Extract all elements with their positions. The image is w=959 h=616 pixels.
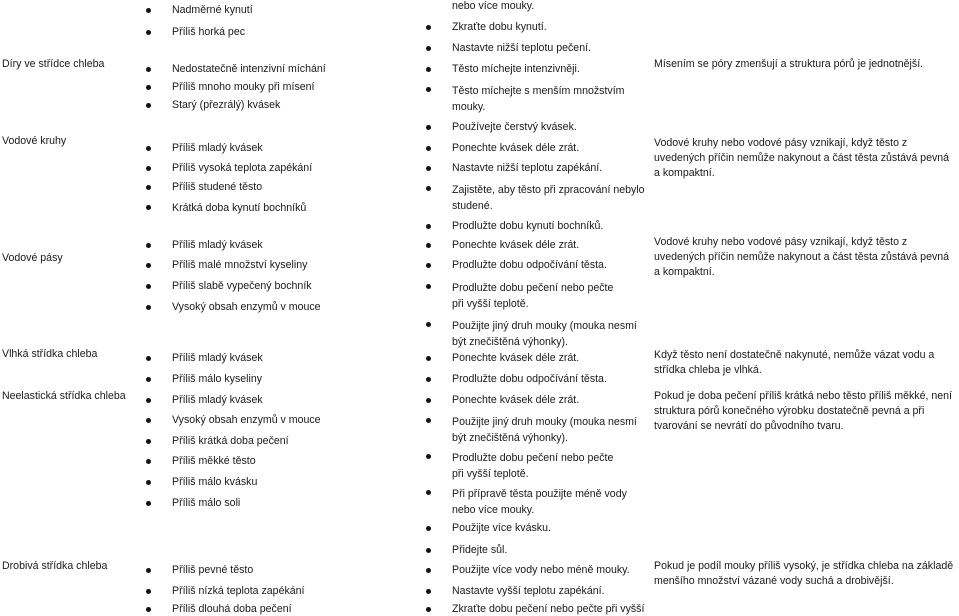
cause-item: Příliš vysoká teplota zapékání xyxy=(172,162,313,174)
bullet-icon xyxy=(146,67,151,72)
bullet-icon xyxy=(146,305,151,310)
row-label-water-bands: Vodové pásy xyxy=(2,252,63,264)
bullet-icon xyxy=(146,30,151,35)
remedy-item: Při přípravě těsta použijte méně vody nebo více mouky. xyxy=(452,488,627,516)
remedy-item: Prodlužte dobu pečení nebo pečte při vyšší teplotě. xyxy=(452,452,614,480)
remedy-item: Použijte více vody nebo méně mouky. xyxy=(452,564,630,576)
cause-item: Příliš málo soli xyxy=(172,497,241,509)
cause-item: Příliš mladý kvásek xyxy=(172,239,263,251)
bullet-icon xyxy=(426,243,431,248)
remedy-item: Zajistěte, aby těsto při zpracování nebylo studené. xyxy=(452,184,645,212)
bullet-icon xyxy=(426,526,431,531)
bullet-icon xyxy=(146,480,151,485)
bullet-icon xyxy=(146,607,151,612)
bullet-icon xyxy=(426,284,431,289)
cause-item: Příliš mladý kvásek xyxy=(172,352,263,364)
remedy-item: Prodlužte dobu odpočívání těsta. xyxy=(452,373,607,385)
bullet-icon xyxy=(146,146,151,151)
cause-item: Příliš dlouhá doba pečení xyxy=(172,603,292,615)
bullet-icon xyxy=(146,568,151,573)
remedy-item: Používejte čerstvý kvásek. xyxy=(452,121,577,133)
bullet-icon xyxy=(146,459,151,464)
cause-item: Příliš malé množství kyseliny xyxy=(172,259,308,271)
row-description: Vodové kruhy nebo vodové pásy vznikají, když těsto z uvedených příčin nemůže nakynout a část těsta zůstává pevná a kompaktní. xyxy=(654,236,950,278)
bullet-icon xyxy=(146,589,151,594)
bullet-icon xyxy=(146,103,151,108)
bullet-icon xyxy=(146,166,151,171)
bullet-icon xyxy=(426,224,431,229)
cause-item: Příliš slabě vypečený bochník xyxy=(172,280,312,292)
cause-item: Příliš málo kvásku xyxy=(172,476,258,488)
remedy-item: Ponechte kvásek déle zrát. xyxy=(452,142,580,154)
bullet-icon xyxy=(426,46,431,51)
row-description: Mísením se póry zmenšují a struktura pórů je jednotnější. xyxy=(654,58,924,70)
row-label-water-rings: Vodové kruhy xyxy=(2,135,67,147)
remedy-item: Prodlužte dobu kynutí bochníků. xyxy=(452,220,604,232)
cause-item: Příliš mladý kvásek xyxy=(172,394,263,406)
bullet-icon xyxy=(426,166,431,171)
bullet-icon xyxy=(426,454,431,459)
bullet-icon xyxy=(426,322,431,327)
remedy-item: Použijte jiný druh mouky (mouka nesmí být znečištěná výhonky). xyxy=(452,320,637,348)
bullet-icon xyxy=(146,205,151,210)
bullet-icon xyxy=(146,85,151,90)
row-label-inelastic-crumb: Neelastická střídka chleba xyxy=(2,390,126,402)
bullet-icon xyxy=(426,87,431,92)
remedy-item: Ponechte kvásek déle zrát. xyxy=(452,239,580,251)
remedy-item: Nastavte nižší teplotu pečení. xyxy=(452,42,591,54)
cause-item: Příliš měkké těsto xyxy=(172,455,256,467)
bullet-icon xyxy=(146,185,151,190)
cause-item: Krátká doba kynutí bochníků xyxy=(172,202,307,214)
row-label-moist-crumb: Vlhká střídka chleba xyxy=(2,348,98,360)
row-description: Vodové kruhy nebo vodové pásy vznikají, když těsto z uvedených příčin nemůže nakynout a část těsta zůstává pevná a kompaktní. xyxy=(654,137,950,179)
bullet-icon xyxy=(146,356,151,361)
bullet-icon xyxy=(426,67,431,72)
remedy-item: Těsto míchejte intenzivněji. xyxy=(452,63,580,75)
bullet-icon xyxy=(146,398,151,403)
cause-item: Příliš málo kyseliny xyxy=(172,373,263,385)
cause-item: Příliš mladý kvásek xyxy=(172,142,263,154)
row-label-holes: Díry ve střídce chleba xyxy=(2,58,105,70)
remedy-item: Ponechte kvásek déle zrát. xyxy=(452,394,580,406)
bullet-icon xyxy=(146,263,151,268)
bullet-icon xyxy=(426,125,431,130)
remedy-item: Přidejte sůl. xyxy=(452,544,508,556)
remedy-item: nebo více mouky. xyxy=(452,0,535,12)
bullet-icon xyxy=(426,607,431,612)
cause-item: Starý (přezrálý) kvásek xyxy=(172,99,281,111)
row-description: Když těsto není dostatečně nakynuté, nemůže vázat vodu a střídka chleba je vlhká. xyxy=(654,349,935,376)
bullet-icon xyxy=(146,501,151,506)
cause-item: Příliš mnoho mouky při mísení xyxy=(172,81,315,93)
cause-item: Příliš horká pec xyxy=(172,26,246,38)
bullet-icon xyxy=(426,356,431,361)
remedy-item: Zkraťte dobu pečení nebo pečte při vyšší xyxy=(452,603,645,615)
remedy-item: Zkraťte dobu kynutí. xyxy=(452,21,547,33)
bullet-icon xyxy=(426,263,431,268)
remedy-item: Použijte jiný druh mouky (mouka nesmí být znečištěná výhonky). xyxy=(452,416,637,444)
bullet-icon xyxy=(426,146,431,151)
remedy-item: Nastavte nižší teplotu zapékání. xyxy=(452,162,603,174)
bullet-icon xyxy=(426,418,431,423)
cause-item: Příliš pevné těsto xyxy=(172,564,254,576)
bullet-icon xyxy=(426,589,431,594)
bullet-icon xyxy=(146,439,151,444)
cause-item: Příliš krátká doba pečení xyxy=(172,435,289,447)
bullet-icon xyxy=(426,377,431,382)
cause-item: Příliš nízká teplota zapékání xyxy=(172,585,305,597)
remedy-item: Ponechte kvásek déle zrát. xyxy=(452,352,580,364)
bullet-icon xyxy=(146,377,151,382)
remedy-item: Prodlužte dobu odpočívání těsta. xyxy=(452,259,607,271)
bullet-icon xyxy=(146,8,151,13)
bullet-icon xyxy=(146,418,151,423)
remedy-item: Použijte více kvásku. xyxy=(452,522,551,534)
cause-item: Nedostatečně intenzivní míchání xyxy=(172,63,326,75)
cause-item: Vysoký obsah enzymů v mouce xyxy=(172,301,321,313)
bullet-icon xyxy=(426,490,431,495)
bullet-icon xyxy=(426,186,431,191)
cause-item: Vysoký obsah enzymů v mouce xyxy=(172,414,321,426)
bullet-icon xyxy=(426,548,431,553)
remedy-item: Nastavte vyšší teplotu zapékání. xyxy=(452,585,605,597)
row-description: Pokud je doba pečení příliš krátká nebo těsto příliš měkké, není struktura pórů konečného výrobku dostatečně pevná a při tvarování se nevrátí do původního tvaru. xyxy=(654,390,952,432)
bullet-icon xyxy=(146,284,151,289)
row-description: Pokud je podíl mouky příliš vysoký, je střídka chleba na základě menšího množství vázané vody suchá a drobivější. xyxy=(654,560,954,587)
bullet-icon xyxy=(426,398,431,403)
remedy-item: Těsto míchejte s menším množstvím mouky. xyxy=(452,85,625,113)
bullet-icon xyxy=(146,243,151,248)
remedy-item: Prodlužte dobu pečení nebo pečte při vyšší teplotě. xyxy=(452,282,614,310)
bullet-icon xyxy=(426,25,431,30)
row-label-crumbly-crumb: Drobivá střídka chleba xyxy=(2,560,108,572)
bullet-icon xyxy=(426,568,431,573)
cause-item: Příliš studené těsto xyxy=(172,181,263,193)
cause-item: Nadměrné kynutí xyxy=(172,4,253,16)
